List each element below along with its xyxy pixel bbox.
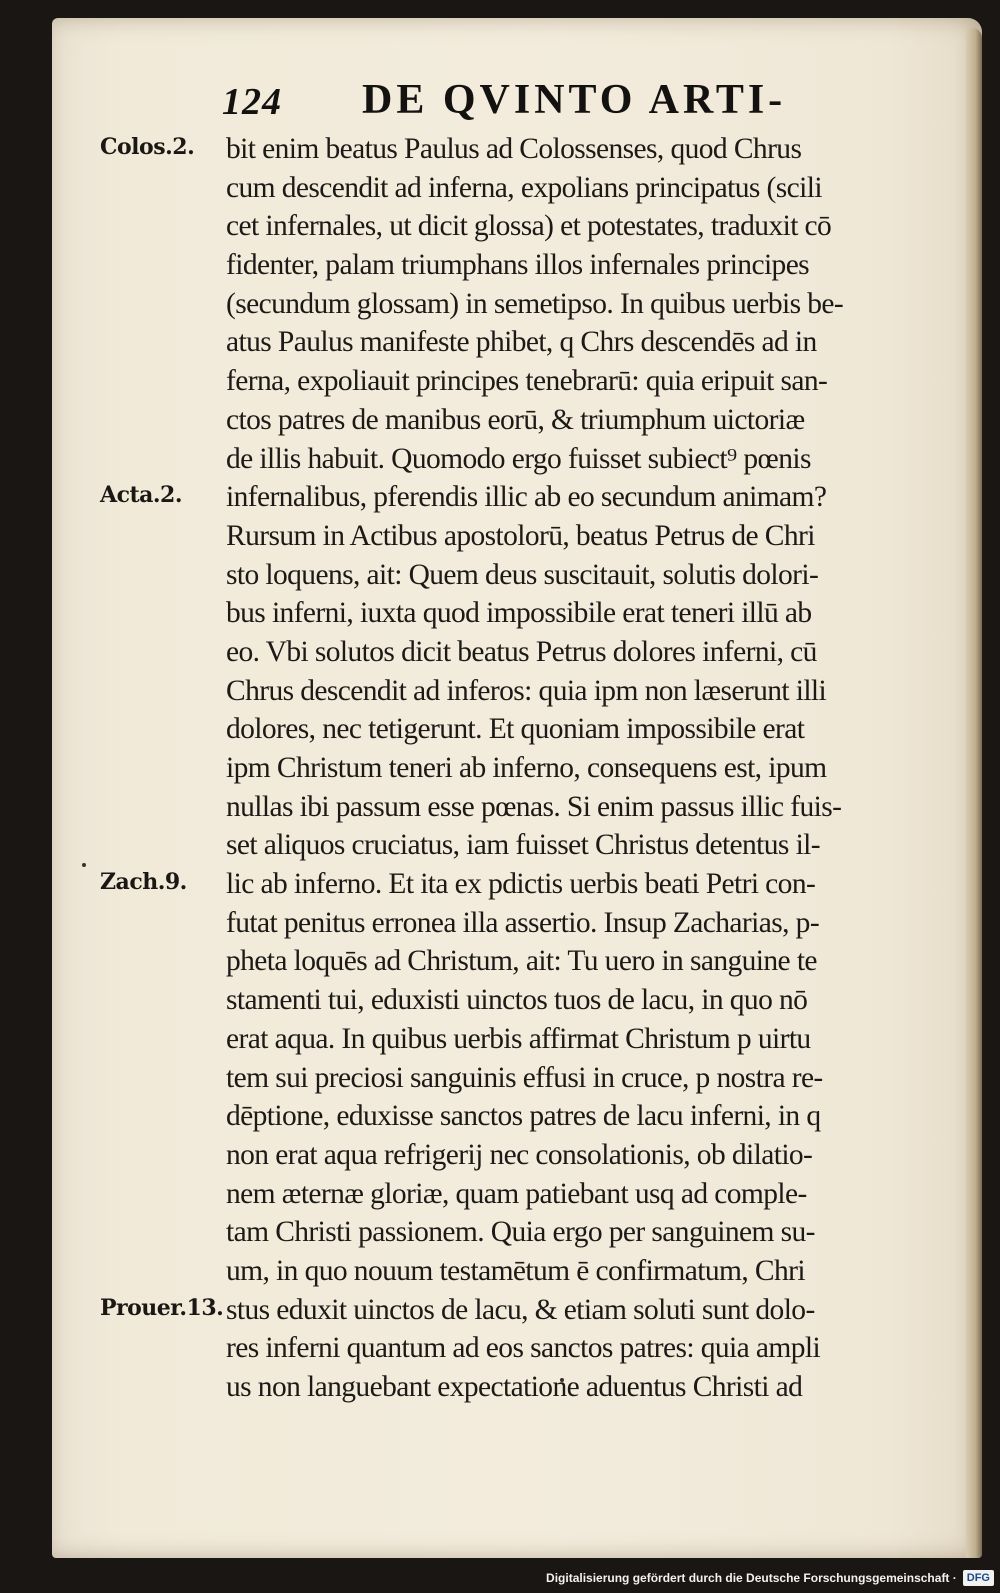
text-line: dēptione, eduxisse sanctos patres de lacu inferni, in q — [226, 1100, 821, 1133]
text-line: futat penitus erronea illa assertio. Insup Zacharias, p- — [226, 906, 820, 939]
page-number: 124 — [222, 81, 282, 123]
page-edge — [966, 28, 982, 1558]
text-line: fidenter, palam triumphans illos infernales principes — [226, 249, 810, 282]
text-line: res inferni quantum ad eos sanctos patres: quia ampli — [226, 1332, 821, 1365]
text-line: nullas ibi passum esse pœnas. Si enim passus illic fuis- — [226, 790, 842, 823]
text-line: (secundum glossam) in semetipso. In quibus uerbis be- — [226, 287, 844, 320]
funding-credit: Digitalisierung gefördert durch die Deutsche Forschungsgemeinschaft · — [546, 1571, 957, 1585]
text-line: stamenti tui, eduxisti uinctos tuos de lacu, in quo nō — [226, 984, 808, 1017]
margin-note: Colos.2. — [100, 134, 195, 160]
running-title: DE QVINTO ARTI- — [362, 77, 787, 123]
text-line: de illis habuit. Quomodo ergo fuisset subiect⁹ pœnis — [226, 442, 811, 475]
text-line: um, in quo nouum testamētum ē confirmatum, Chri — [226, 1254, 805, 1287]
text-line: eo. Vbi solutos dicit beatus Petrus dolores inferni, cū — [226, 635, 817, 668]
dfg-logo: DFG — [963, 1570, 994, 1586]
text-line: bus inferni, iuxta quod impossibile erat teneri illū ab — [226, 597, 812, 630]
text-line: bit enim beatus Paulus ad Colossenses, quod Chrus — [226, 133, 802, 165]
text-line: atus Paulus manifeste phibet, q Chrs descendēs ad in — [226, 326, 817, 359]
text-line: cum descendit ad inferna, expolians principatus (scili — [226, 171, 822, 204]
text-line: ipm Christum teneri ab inferno, consequens est, ipum — [226, 752, 827, 784]
text-line: cet infernales, ut dicit glossa) et potestates, traduxit cō — [226, 210, 832, 243]
text-line: infernalibus, pferendis illic ab eo secundum animam? — [226, 481, 827, 514]
text-line: stus eduxit uinctos de lacu, & etiam soluti sunt dolo- — [226, 1293, 815, 1326]
text-line: ferna, expoliauit principes tenebrarū: quia eripuit san- — [226, 365, 828, 398]
digitization-footer — [546, 1567, 994, 1589]
running-head — [222, 76, 862, 136]
body-text — [226, 130, 946, 1407]
margin-note: Acta.2. — [100, 482, 183, 509]
text-line: erat aqua. In quibus uerbis affirmat Christum p uirtu — [226, 1022, 811, 1055]
text-line: us non languebant expectatione aduentus Christi ad — [226, 1371, 803, 1403]
text-line: Chrus descendit ad inferos: quia ipm non læserunt illi — [226, 674, 827, 707]
text-line: sto loquens, ait: Quem deus suscitauit, solutis dolori- — [226, 558, 819, 591]
text-line: set aliquos cruciatus, iam fuisset Christus detentus il- — [226, 829, 820, 862]
text-line: Rursum in Actibus apostolorū, beatus Petrus de Chri — [226, 519, 815, 552]
text-line: lic ab inferno. Et ita ex pdictis uerbis beati Petri con- — [226, 868, 816, 901]
text-line: ctos patres de manibus eorū, & triumphum uictoriæ — [226, 403, 805, 436]
margin-note: Zach.9. — [100, 869, 187, 896]
margin-note: Prouer.13. — [100, 1295, 224, 1321]
text-line: tam Christi passionem. Quia ergo per sanguinem su- — [226, 1216, 815, 1249]
text-line: non erat aqua refrigerij nec consolationis, ob dilatio- — [226, 1138, 813, 1171]
text-line: tem sui preciosi sanguinis effusi in cruce, p nostra re- — [226, 1061, 823, 1094]
text-line: dolores, nec tetigerunt. Et quoniam impossibile erat — [226, 713, 805, 746]
ink-speck — [82, 863, 86, 867]
text-line: nem æternæ gloriæ, quam patiebant usq ad comple- — [226, 1177, 807, 1210]
text-line: pheta loquēs ad Christum, ait: Tu uero in sanguine te — [226, 945, 817, 978]
